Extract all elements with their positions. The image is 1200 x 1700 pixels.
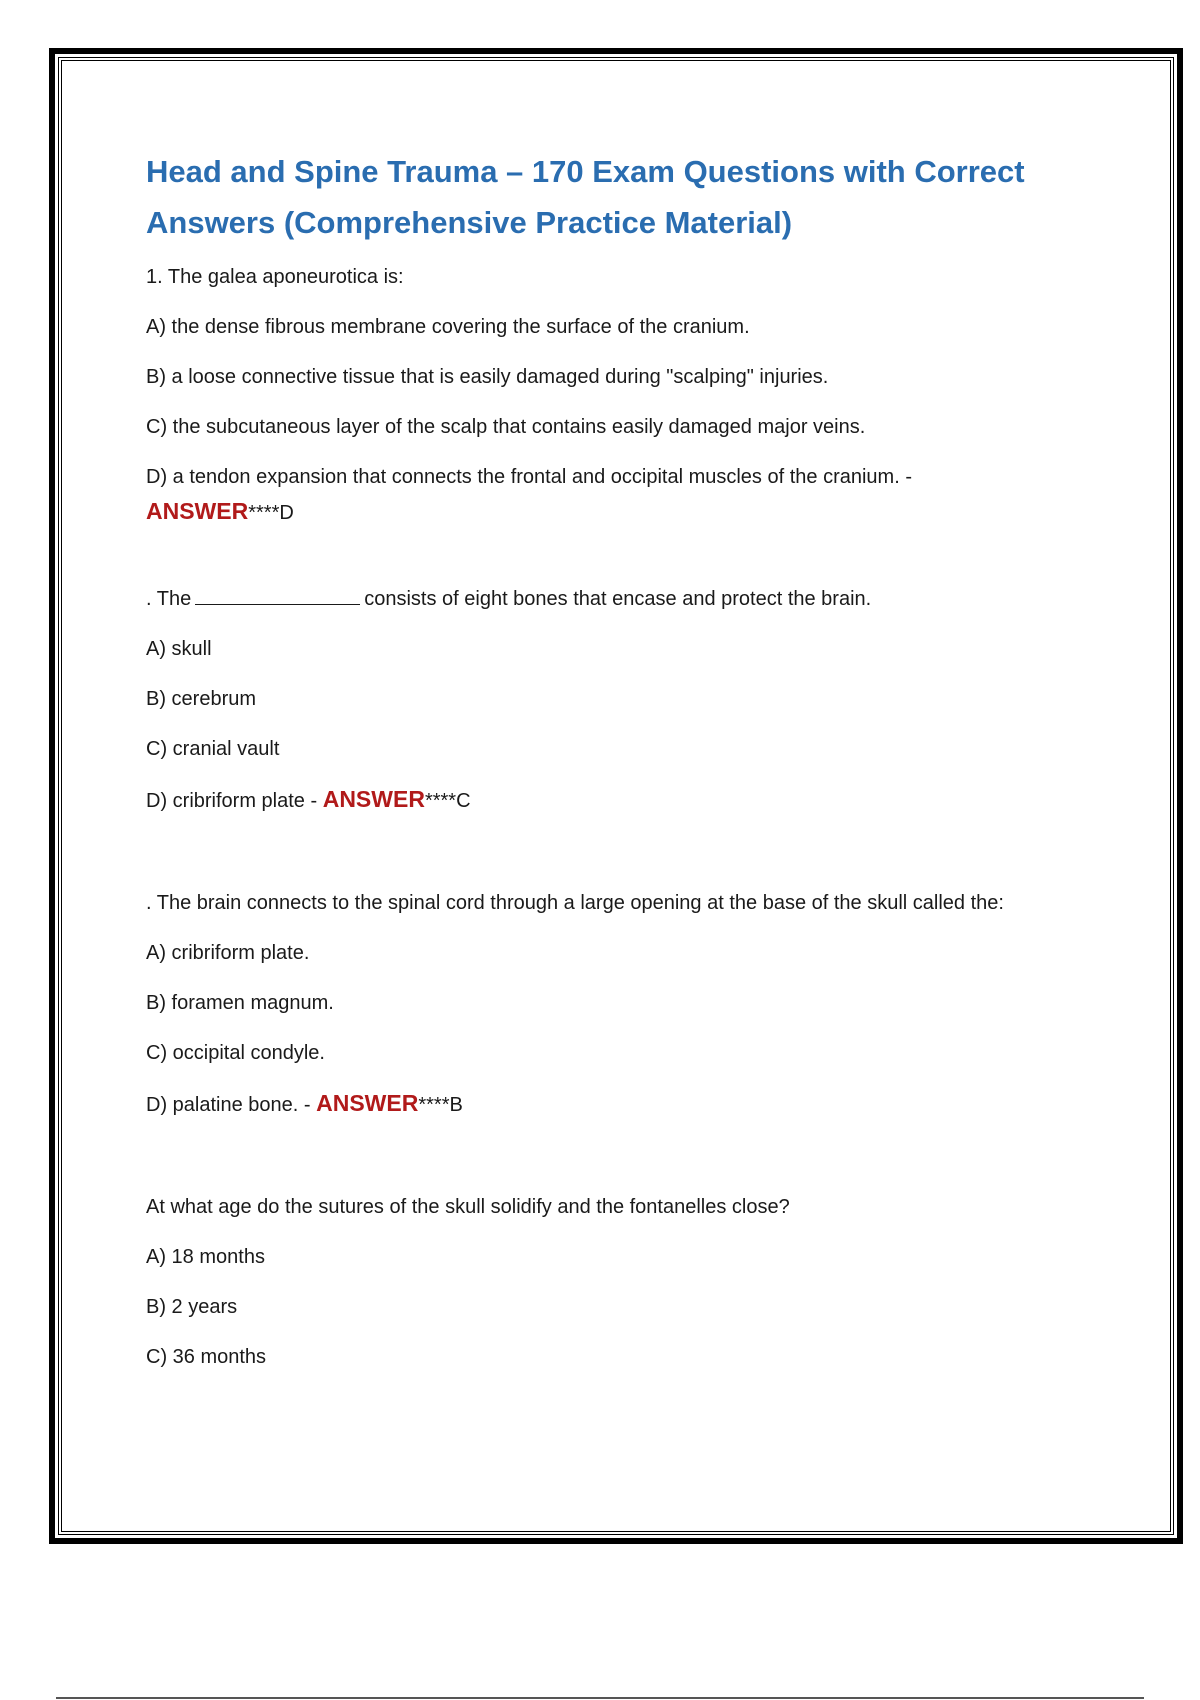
option-d-text: D) cribriform plate - [146,790,318,812]
stem-after-blank: consists of eight bones that encase and protect the brain. [364,588,872,610]
fill-in-blank [195,584,360,605]
option-d-text: D) palatine bone. - [146,1094,311,1116]
answer-value: ****D [248,502,294,524]
option-d [146,460,1076,530]
option-a: A) skull [146,638,212,660]
option-a: A) cribriform plate. [146,942,310,964]
question-2 [146,582,1076,818]
question-stem: 1. The galea aponeurotica is: [146,266,404,288]
question-4 [146,1190,1076,1374]
answer-keyword: ANSWER [146,498,249,524]
option-d [146,1086,1076,1122]
option-b: B) foramen magnum. [146,992,334,1014]
option-c: C) occipital condyle. [146,1042,325,1064]
answer-value: ****C [424,790,471,812]
option-b: B) cerebrum [146,688,257,710]
option-d [146,782,1076,818]
answer-value: ****B [418,1094,463,1116]
answer-keyword: ANSWER [316,1090,419,1116]
option-d-text: D) a tendon expansion that connects the frontal and occipital muscles of the cranium. - [146,466,912,488]
footer-rule [56,1697,1144,1699]
option-c: C) 36 months [146,1346,267,1368]
option-a: A) the dense fibrous membrane covering the surface of the cranium. [146,316,750,338]
option-b: B) a loose connective tissue that is easily damaged during "scalping" injuries. [146,366,829,388]
stem-before-blank: . The [146,588,192,610]
question-stem: At what age do the sutures of the skull solidify and the fontanelles close? [146,1196,790,1218]
question-stem [146,582,1076,616]
question-1 [146,260,1076,530]
option-c: C) the subcutaneous layer of the scalp that contains easily damaged major veins. [146,416,866,438]
question-stem: . The brain connects to the spinal cord through a large opening at the base of the skull called the: [146,892,1004,914]
option-a: A) 18 months [146,1246,265,1268]
document-title: Head and Spine Trauma – 170 Exam Questions with Correct Answers (Comprehensive Practice Material) [146,154,1025,240]
option-b: B) 2 years [146,1296,238,1318]
document-body [146,146,1076,1390]
answer-keyword: ANSWER [322,786,425,812]
question-3 [146,886,1076,1122]
option-c: C) cranial vault [146,738,280,760]
